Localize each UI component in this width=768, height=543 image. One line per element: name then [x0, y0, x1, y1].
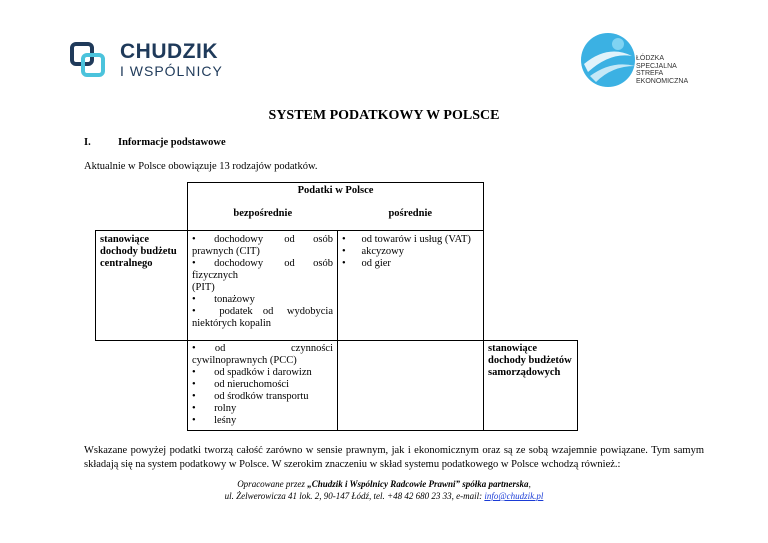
list-item: • od spadków i darowizn	[192, 367, 312, 378]
col-header-indirect: pośrednie	[338, 205, 484, 231]
footer-prefix: Opracowane przez	[237, 479, 308, 489]
col-header-direct: bezpośrednie	[188, 205, 338, 231]
table-row	[96, 231, 578, 341]
chudzik-logo	[70, 38, 230, 82]
empty-cell	[338, 341, 484, 431]
lsse-line: SPECJALNA	[636, 62, 677, 70]
list-item-cont: niektórych kopalin	[192, 318, 272, 329]
tax-table	[95, 182, 578, 431]
row-label-central: stanowiące dochody budżetu centralnego	[96, 231, 188, 341]
lsse-line: ŁÓDZKA	[636, 55, 665, 62]
table-row	[96, 341, 578, 431]
list-item-text: od nieruchomości	[214, 379, 290, 390]
list-item-text: rolny	[214, 403, 237, 414]
lsse-logo-text	[636, 55, 688, 85]
lsse-line: STREFA	[636, 70, 664, 77]
list-item-text: od gier	[361, 258, 391, 269]
section-title: Informacje podstawowe	[118, 137, 226, 148]
list-item-cont: prawnych (CIT)	[192, 246, 260, 257]
section-number: I.	[84, 137, 91, 148]
list-item: • leśny	[192, 415, 237, 426]
list-item-text: tonażowy	[214, 294, 255, 305]
lsse-logo	[580, 30, 710, 90]
list-item: • dochodowy od osób	[192, 234, 333, 245]
list-item-cont: cywilnoprawnych (PCC)	[192, 355, 297, 366]
intro-text: Aktualnie w Polsce obowiązuje 13 rodzajów podatków.	[84, 161, 318, 172]
chudzik-logo-subtitle: I WSPÓLNICY	[120, 63, 223, 79]
footer-suffix: ,	[528, 479, 531, 489]
list-item-text: akcyzowy	[361, 246, 405, 257]
footer-firm: „Chudzik i Wspólnicy Radcowie Prawni” spółka partnerska	[307, 479, 529, 489]
indirect-central-cell	[338, 231, 484, 341]
list-item-cont: fizycznych	[192, 270, 239, 281]
list-item: • od nieruchomości	[192, 379, 290, 390]
list-item: • dochodowy od osób	[192, 258, 333, 269]
footer-address	[0, 491, 768, 501]
summary-paragraph: Wskazane powyżej podatki tworzą całość zarówno w sensie prawnym, jak i ekonomicznym oraz są ze sobą wzajemnie powiązane. Tym samym składają się na system podatkowy w Polsce. W szerokim znaczeniu w skład systemu podatkowego w Polsce wchodzą również.:	[84, 445, 704, 470]
list-item: • od towarów i usług (VAT)	[342, 234, 471, 245]
list-item: • rolny	[192, 403, 237, 414]
row-label-local: stanowiące dochody budżetów samorządowych	[484, 341, 578, 431]
list-item-text: leśny	[214, 415, 237, 426]
table-header: Podatki w Polsce	[188, 183, 484, 206]
list-item: • akcyzowy	[342, 246, 405, 257]
lsse-line: EKONOMICZNA	[636, 77, 689, 85]
list-item-text: od spadków i darowizn	[214, 367, 312, 378]
document-title: SYSTEM PODATKOWY W POLSCE	[268, 108, 500, 123]
chudzik-logo-icon	[70, 42, 106, 78]
list-item: • od środków transportu	[192, 391, 309, 402]
direct-central-cell	[188, 231, 338, 341]
lsse-logo-icon	[580, 30, 640, 90]
list-item: • podatek od wydobycia	[192, 306, 333, 317]
footer-address-text: ul. Żelwerowicza 41 lok. 2, 90-147 Łódź, tel. +48 42 680 23 33, e-mail:	[224, 491, 485, 501]
list-item-cont: (PIT)	[192, 282, 215, 293]
direct-local-cell	[188, 341, 338, 431]
footer-prepared-by	[0, 479, 768, 489]
list-item: • tonażowy	[192, 294, 255, 305]
list-item-text: od środków transportu	[214, 391, 309, 402]
table-row	[96, 183, 578, 206]
table-row	[96, 205, 578, 231]
list-item-text: od towarów i usług (VAT)	[361, 234, 471, 245]
list-item: • od gier	[342, 258, 391, 269]
chudzik-logo-name: CHUDZIK	[120, 40, 218, 63]
footer-email-link[interactable]: info@chudzik.pl	[484, 491, 544, 501]
list-item: • od czynności	[192, 343, 333, 354]
